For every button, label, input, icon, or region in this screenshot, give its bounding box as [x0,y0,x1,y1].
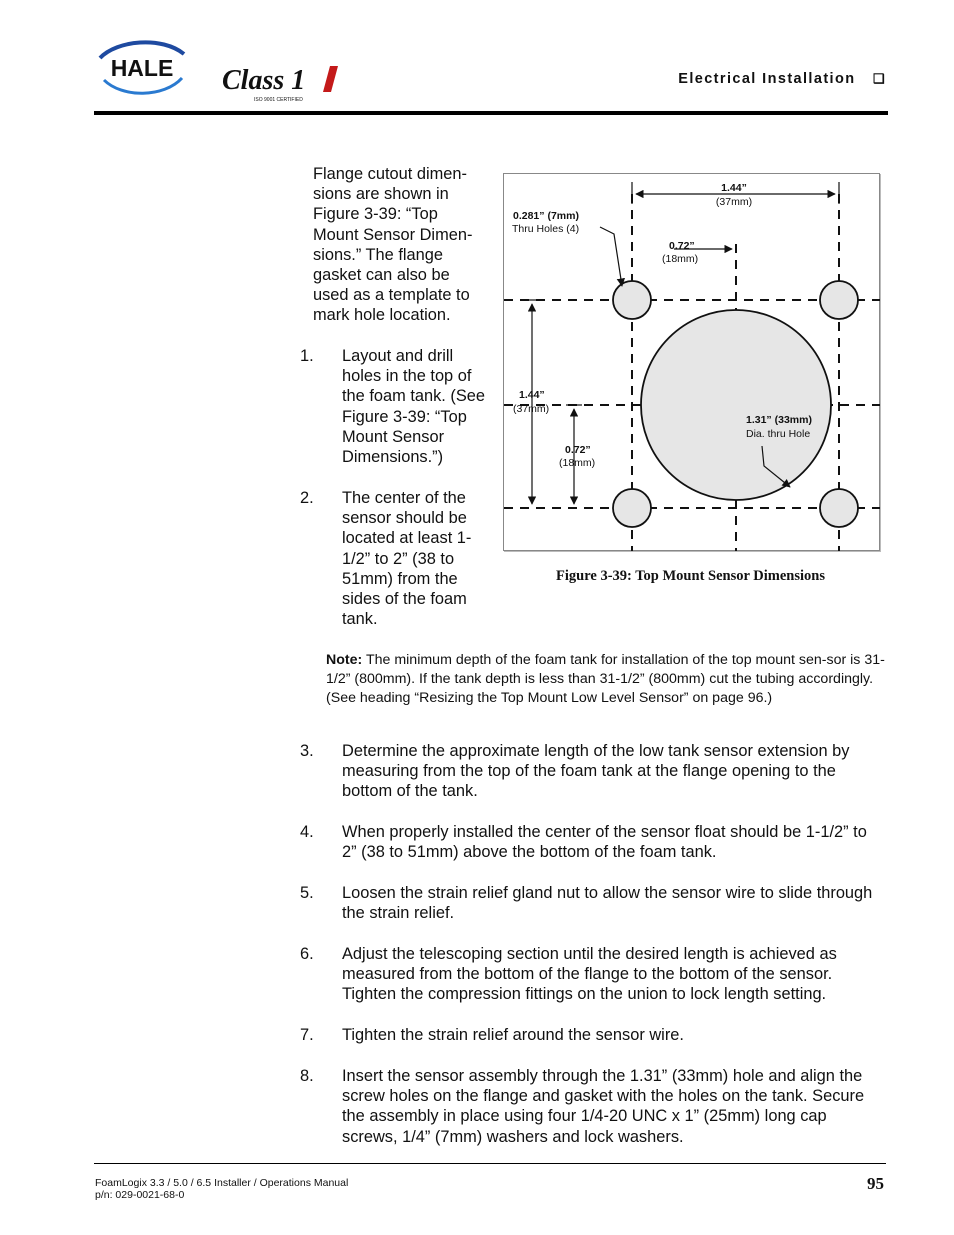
step-text: Determine the approximate length of the low tank sensor extension by measuring from the top of the foam tank at the flange opening to the bottom of the tank. [342,742,850,801]
section-header [640,71,886,87]
top-half-mm-label: (18mm) [662,253,699,265]
top-width-mm-label: (37mm) [715,196,753,208]
figure-caption: Figure 3-39: Top Mount Sensor Dimensions [556,568,825,584]
step-number: 7. [300,1026,314,1044]
thru-hole [613,281,651,319]
side-height-label: 1.44” [519,389,545,401]
step-number: 4. [300,823,314,841]
step-text: Insert the sensor assembly through the 1.31” (33mm) hole and align the screw holes on the flange and gasket with the holes on the tank. Secure the assembly in place using four 1/4-20 UNC x 1” (25mm) long cap screws, 1/4” (7mm) washers and lock washers. [342,1067,865,1146]
side-half-mm-label: (18mm) [559,457,596,469]
step-text: Loosen the strain relief gland nut to allow the sensor wire to slide through the strain relief. [342,884,873,923]
center-hole [641,310,831,500]
step-number: 5. [300,884,314,902]
step-text: Tighten the strain relief around the sensor wire. [342,1026,684,1044]
note-label: Note: [326,652,363,668]
class1-logo [218,62,348,106]
thru-holes-sub-label: Thru Holes (4) [512,223,580,235]
sensor-dimension-drawing [504,174,880,551]
footer-rule [94,1163,886,1164]
footer-manual-title: FoamLogix 3.3 / 5.0 / 6.5 Installer / Operations Manual [95,1177,349,1189]
intro-paragraph: Flange cutout dimen-sions are shown in Figure 3-39: “Top Mount Sensor Dimen-sions.” The flange gasket can also be used as a template to mark hole location. [313,165,473,325]
figure-top-mount-sensor [503,173,880,551]
side-height-mm-label: (37mm) [513,403,550,415]
step-number: 6. [300,945,314,963]
top-width-label: 1.44” [721,182,747,194]
step-number: 1. [300,347,314,365]
section-marker-icon: ❑ [872,71,886,86]
center-hole-sub-label: Dia. thru Hole [746,428,811,440]
thru-holes-label: 0.281” (7mm) [513,210,579,222]
class1-logo-text: Class 1 [222,65,306,96]
page-number: 95 [867,1174,884,1193]
note [326,651,886,707]
hale-logo [92,36,192,100]
step-number: 3. [300,742,314,760]
header-rule [94,111,888,115]
step-text: The center of the sensor should be located at least 1-1/2” to 2” (38 to 51mm) from the sides of the foam tank. [342,489,472,629]
step-number: 8. [300,1067,314,1085]
step-number: 2. [300,489,314,507]
section-title: Electrical Installation [678,71,856,87]
thru-hole [820,281,858,319]
side-half-label: 0.72” [565,444,591,456]
thru-hole [613,489,651,527]
footer-part-number: p/n: 029-0021-68-0 [95,1189,185,1201]
class1-tagline: ISO 9001 CERTIFIED [254,97,303,103]
step-text: Layout and drill holes in the top of the foam tank. (See Figure 3-39: “Top Mount Sensor Dimensions.”) [342,347,486,467]
hale-logo-text: HALE [110,55,174,81]
step-text: Adjust the telescoping section until the desired length is achieved as measured from the bottom of the flange to the bottom of the sensor. Tighten the compression fittings on the union to lock length setting. [342,945,837,1004]
center-hole-label: 1.31” (33mm) [746,414,812,426]
note-text: The minimum depth of the foam tank for installation of the top mount sen-sor is 31-1/2” (800mm). If the tank depth is less than 31-1/2” (800mm) cut the tubing accordingly. (See heading “Resizing the Top Mount Low Level Sensor” on page 96.) [326,652,885,706]
top-half-label: 0.72” [669,240,695,252]
thru-hole [820,489,858,527]
step-text: When properly installed the center of the sensor float should be 1-1/2” to 2” (38 to 51mm) above the bottom of the foam tank. [342,823,867,862]
